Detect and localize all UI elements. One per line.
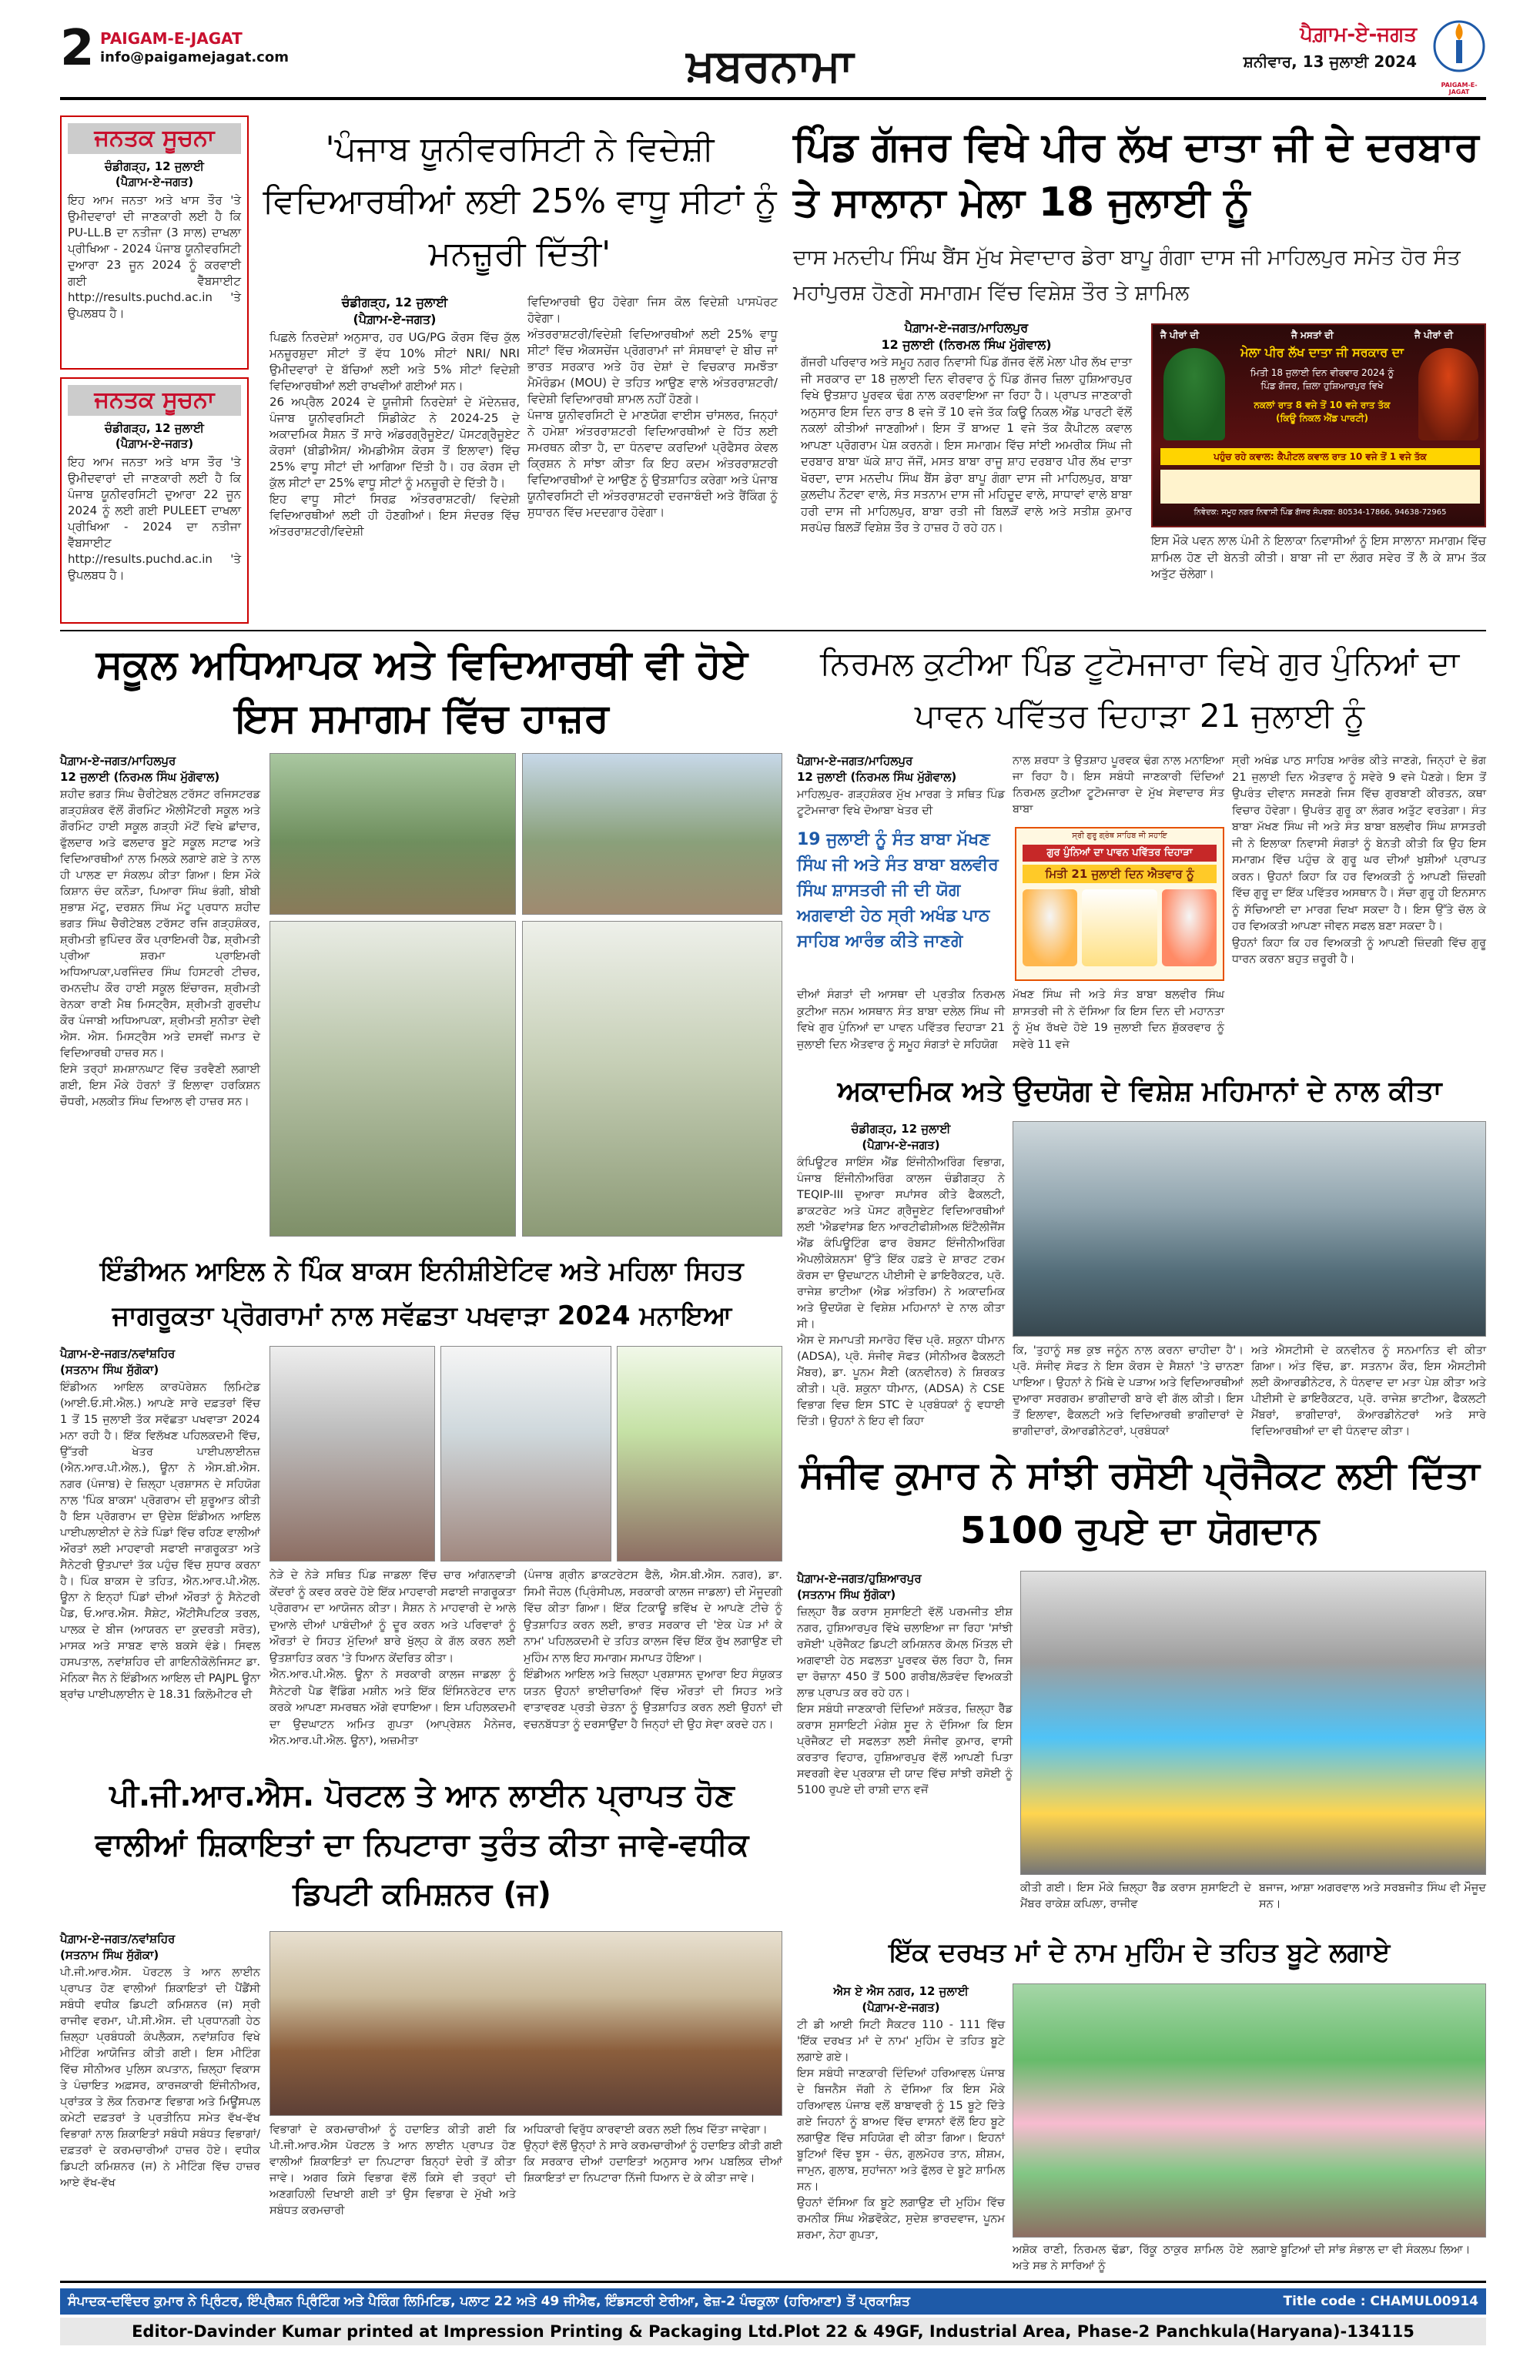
tree-column-2: ਅਸ਼ੋਕ ਰਾਣੀ, ਨਿਰਮਲ ਢੱਡਾ, ਰਿੱਕੂ ਠਾਕੁਰ ਸ਼ਾਮਿਲ ਹੋਏ ਅਤੇ ਸਭ ਨੇ ਸਾਰਿਆਂ ਨੂੰ xyxy=(1013,2244,1247,2272)
notice-byline: ਚੰਡੀਗੜ੍ਹ, 12 ਜੁਲਾਈ (ਪੈਗ਼ਾਮ-ਏ-ਜਗਤ) xyxy=(105,159,204,189)
title-code: Title code : CHAMUL00914 xyxy=(1283,2294,1478,2309)
tree-column-3: ਲਗਾਏ ਬੂਟਿਆਂ ਦੀ ਸਾਂਭ ਸੰਭਾਲ ਦਾ ਵੀ ਸੰਕਲਪ ਲਿਆ। xyxy=(1251,2244,1471,2256)
ioc-column-2: ਨੇੜੇ ਦੇ ਨੇੜੇ ਸਥਿਤ ਪਿੰਡ ਜਾਡਲਾ ਵਿੱਚ ਚਾਰ ਆਂਗਨਵਾੜੀ ਕੇਂਦਰਾਂ ਨੂੰ ਕਵਰ ਕਰਦੇ ਹੋਏ ਇੱਕ ਮਾਹਵਾਰੀ ਸਫਾਈ ਜਾਗਰੂਕਤਾ ਪ੍ਰੋਗਰਾਮ ਦਾ ਆਯੋਜਨ ਕੀਤਾ। ਸੈਸ਼ਨ ਨੇ ਮਾਹਵਾਰੀ ਦੇ ਆਲੇ ਦੁਆਲੇ ਦੀਆਂ ਪਾਬੰਦੀਆਂ ਨੂੰ ਦੂਰ ਕਰਨ ਅਤੇ ਪਰਿਵਾਰਾਂ ਨੂੰ ਔਰਤਾਂ ਦੇ ਸਿਹਤ ਮੁੱਦਿਆਂ ਬਾਰੇ ਖੁੱਲ੍ਹ ਕੇ ਗੱਲ ਕਰਨ ਲਈ ਉਤਸ਼ਾਹਿਤ ਕਰਨ 'ਤੇ ਧਿਆਨ ਕੇਂਦਰਿਤ ਕੀਤਾ। ਐਨ.ਆਰ.ਪੀ.ਐਲ. ਊਨਾ ਨੇ ਸਰਕਾਰੀ ਕਾਲਜ ਜਾਡਲਾ ਨੂੰ ਸੈਨੇਟਰੀ ਪੈਡ ਵੈਂਡਿੰਗ ਮਸ਼ੀਨ ਅਤੇ ਇੱਕ ਇੰਸਿਨਰੇਟਰ ਦਾਨ ਕਰਕੇ ਆਪਣਾ ਸਮਰਥਨ ਅੱਗੇ ਵਧਾਇਆ। ਇਸ ਪਹਿਲਕਦਮੀ ਦਾ ਉਦਘਾਟਨ ਅਮਿਤ ਗੁਪਤਾ (ਆਪ੍ਰੇਸ਼ਨ ਮੈਨੇਜਰ, ਐਨ.ਆਰ.ਪੀ.ਐਲ. ਊਨਾ), ਅਜ਼ਮੀਤਾ xyxy=(270,1569,516,1747)
pgrs-meeting-photo xyxy=(270,1931,782,2116)
torch-icon xyxy=(1432,14,1486,83)
rasoi-column-2: ਕੀਤੀ ਗਈ। ਇਸ ਮੌਕੇ ਜ਼ਿਲ੍ਹਾ ਰੈੱਡ ਕਰਾਸ ਸੁਸਾਇਟੀ ਦੇ ਮੈਂਬਰ ਰਾਕੇਸ਼ ਕਪਿਲਾ, ਰਾਜੀਵ xyxy=(1020,1882,1255,1910)
page-number: 2 xyxy=(60,20,95,77)
kutia-poster xyxy=(1015,827,1224,981)
school-body: ਸ਼ਹੀਦ ਭਗਤ ਸਿੰਘ ਚੈਰੀਟੇਬਲ ਟਰੱਸਟ ਰਜਿਸਟਰਡ ਗੜ੍ਹਸ਼ੰਕਰ ਵੱਲੋਂ ਗੌਰਮਿੰਟ ਐਲੀਮੈਂਟਰੀ ਸਕੂਲ ਅਤੇ ਗੌਰਮਿੰਟ ਹਾਈ ਸਕੂਲ ਗੜ੍ਹੀ ਮੱਟੋਂ ਵਿਖੇ ਛਾਂਦਾਰ, ਫੁੱਲਦਾਰ ਅਤੇ ਫਲਦਾਰ ਬੂਟੇ ਸਕੂਲ ਸਟਾਫ ਅਤੇ ਵਿਦਿਆਰਥੀਆਂ ਨਾਲ ਮਿਲਕੇ ਲਗਾਏ ਗਏ ਤੇ ਨਾਲ ਹੀ ਪਾਲਣ ਦਾ ਸੰਕਲਪ ਕੀਤਾ ਗਿਆ। ਇਸ ਮੌਕੇ ਕਿਸ਼ਾਨ ਚੰਦ ਕਨੌੜਾ, ਪਿਆਰਾ ਸਿੰਘ ਭੰਗੀ, ਬੀਬੀ ਸੁਭਾਸ਼ ਮੱਟੂ, ਦਰਸ਼ਨ ਸਿੰਘ ਮੱਟੂ ਪ੍ਰਧਾਨ ਸ਼ਹੀਦ ਭਗਤ ਸਿੰਘ ਚੈਰੀਟੇਬਲ ਟਰੱਸਟ ਰਜਿ ਗੜ੍ਹਸ਼ੰਕਰ, ਸ਼੍ਰੀਮਤੀ ਭੁਪਿੰਦਰ ਕੌਰ ਪ੍ਰਾਇਮਰੀ ਹੈਡ, ਸ਼੍ਰੀਮਤੀ ਪ੍ਰੀਆ ਸ਼ਰਮਾ ਪ੍ਰਾਇਮਰੀ ਅਧਿਆਪਕਾ,ਪਰਜਿੰਦਰ ਸਿੰਘ ਹਿਸਟਰੀ ਟੀਚਰ, ਰਮਨਦੀਪ ਕੌਰ ਹਾਈ ਸਕੂਲ ਇੰਚਾਰਜ, ਸ਼੍ਰੀਮਤੀ ਰੇਨਕਾ ਰਾਣੀ ਮੈਥ ਮਿਸਟ੍ਰੈਸ, ਸ਼੍ਰੀਮਤੀ ਗੁਰਦੀਪ ਕੌਰ ਪੰਜਾਬੀ ਅਧਿਆਪਕਾ, ਸ਼੍ਰੀਮਤੀ ਸੁਨੀਤਾ ਦੇਵੀ ਐਸ. ਐਸ. ਮਿਸਟ੍ਰੈਸ ਅਤੇ ਦਸਵੀਂ ਜਮਾਤ ਦੇ ਵਿਦਿਆਰਥੀ ਹਾਜ਼ਰ ਸਨ। ਇਸੇ ਤਰ੍ਹਾਂ ਸ਼ਮਸ਼ਾਨਘਾਟ ਵਿੱਚ ਤਰਵੈਣੀ ਲਗਾਈ ਗਈ, ਇਸ ਮੌਕੇ ਹੋਰਨਾਂ ਤੋਂ ਇਲਾਵਾ ਹਰਕਿਸ਼ਨ ਚੌਧਰੀ, ਮਲਕੀਤ ਸਿੰਘ ਦਿਆਲ ਵੀ ਹਾਜ਼ਰ ਸਨ। xyxy=(60,788,260,1108)
ioc-photo-1 xyxy=(270,1346,435,1562)
torch-logo xyxy=(1432,14,1486,95)
pu-headline: 'ਪੰਜਾਬ ਯੂਨੀਵਰਸਿਟੀ ਨੇ ਵਿਦੇਸ਼ੀ ਵਿਦਿਆਰਥੀਆਂ ਲਈ 25% ਵਾਧੂ ਸੀਟਾਂ ਨੂੰ ਮਨਜ਼ੂਰੀ ਦਿੱਤੀ' xyxy=(263,129,777,273)
notice-body: ਇਹ ਆਮ ਜਨਤਾ ਅਤੇ ਖਾਸ ਤੌਰ 'ਤੇ ਉਮੀਦਵਾਰਾਂ ਦੀ ਜਾਣਕਾਰੀ ਲਈ ਹੈ ਕਿ PU-LL.B ਦਾ ਨਤੀਜਾ (3 ਸਾਲ) ਦਾਖਲਾ ਪ੍ਰੀਖਿਆ - 2024 ਪੰਜਾਬ ਯੂਨੀਵਰਸਿਟੀ ਦੁਆਰਾ 23 ਜੂਨ 2024 ਨੂੰ ਕਰਵਾਈ ਗਈ ਵੈੱਬਸਾਈਟ http://results.puchd.ac.in 'ਤੇ ਉਪਲਬਧ ਹੈ। xyxy=(68,193,245,320)
fair-subhead: ਦਾਸ ਮਨਦੀਪ ਸਿੰਘ ਬੈਂਸ ਮੁੱਖ ਸੇਵਾਦਾਰ ਡੇਰਾ ਬਾਪੂ ਗੰਗਾ ਦਾਸ ਜੀ ਮਾਹਿਲਪੁਰ ਸਮੇਤ ਹੋਰ ਸੰਤ ਮਹਾਂਪੁਰਸ਼ ਹੋਣਗੇ ਸਮਾਗਮ ਵਿੱਚ ਵਿਸ਼ੇਸ਼ ਤੌਰ ਤੇ ਸ਼ਾਮਿਲ xyxy=(793,246,1461,305)
footer-rule xyxy=(60,2281,1486,2283)
poster-guest-strip xyxy=(1160,470,1480,504)
saint-figure-left xyxy=(1163,348,1225,440)
email: info@paigamejagat.com xyxy=(100,49,289,65)
academic-headline: ਅਕਾਦਮਿਕ ਅਤੇ ਉਦਯੋਗ ਦੇ ਵਿਸ਼ੇਸ਼ ਮਹਿਮਾਨਾਂ ਦੇ ਨਾਲ ਕੀਤਾ xyxy=(837,1076,1442,1107)
public-notice-1 xyxy=(60,115,249,370)
school-headline: ਸਕੂਲ ਅਧਿਆਪਕ ਅਤੇ ਵਿਦਿਆਰਥੀ ਵੀ ਹੋਏ ਇਸ ਸਮਾਗਮ ਵਿੱਚ ਹਾਜ਼ਰ xyxy=(95,641,748,741)
school-byline: ਪੈਗ਼ਾਮ-ਏ-ਜਗਤ/ਮਾਹਿਲਪੁਰ 12 ਜੁਲਾਈ (ਨਿਰਮਲ ਸਿੰਘ ਮੁੱਗੋਵਾਲ) xyxy=(60,754,220,784)
fair-poster xyxy=(1151,323,1486,527)
rasoi-column-3: ਬਜਾਜ, ਆਸ਼ਾ ਅਗਰਵਾਲ ਅਤੇ ਸਰਬਜੀਤ ਸਿੰਘ ਵੀ ਮੌਜੂਦ ਸਨ। xyxy=(1259,1882,1490,1910)
school-photo-2 xyxy=(522,753,782,915)
imprint-line-2: Editor-Davinder Kumar printed at Impression Printing & Packaging Ltd.Plot 22 & 49GF, Industrial Area, Phase-2 Panchkula(Haryana)-134115 xyxy=(60,2318,1486,2345)
academic-group-photo xyxy=(1013,1121,1486,1337)
date: ਸ਼ਨੀਵਾਰ, 13 ਜੁਲਾਈ 2024 xyxy=(1243,52,1417,71)
poster-qawwal: ਪਹੁੰਚ ਰਹੇ ਕਵਾਲ: ਕੈਪੀਟਲ ਕਵਾਲ ਰਾਤ 10 ਵਜੇ ਤੋਂ 1 ਵਜੇ ਤੱਕ xyxy=(1160,448,1480,465)
academic-column-1: ਕੰਪਿਊਟਰ ਸਾਇੰਸ ਐਂਡ ਇੰਜੀਨੀਅਰਿੰਗ ਵਿਭਾਗ, ਪੰਜਾਬ ਇੰਜੀਨੀਅਰਿੰਗ ਕਾਲਜ ਚੰਡੀਗੜ੍ਹ ਨੇ TEQIP-III ਦੁਆਰਾ ਸਪਾਂਸਰ ਕੀਤੇ ਫੈਕਲਟੀ, ਡਾਕਟਰੇਟ ਅਤੇ ਪੋਸਟ ਗ੍ਰੈਜੂਏਟ ਵਿਦਿਆਰਥੀਆਂ ਲਈ 'ਐਡਵਾਂਸਡ ਇਨ ਆਰਟੀਫੀਸ਼ੀਅਲ ਇੰਟੈਲੀਜੈਂਸ ਐਂਡ ਕੰਪਿਊਟਿੰਗ ਫਾਰ ਰੋਬਸਟ ਇੰਜੀਨੀਅਰਿੰਗ ਐਪਲੀਕੇਸ਼ਨਸ' ਉੱਤੇ ਇੱਕ ਹਫ਼ਤੇ ਦੇ ਸ਼ਾਰਟ ਟਰਮ ਕੋਰਸ ਦਾ ਉਦਘਾਟਨ ਪੀਈਸੀ ਦੇ ਡਾਇਰੈਕਟਰ, ਪ੍ਰੋ. ਰਾਜੇਸ਼ ਭਾਟੀਆ (ਐਡ ਅੰਤਰਿਮ) ਨੇ ਅਕਾਦਮਿਕ ਅਤੇ ਉਦਯੋਗ ਦੇ ਵਿਸ਼ੇਸ਼ ਮਹਿਮਾਨਾਂ ਦੇ ਨਾਲ ਕੀਤਾ ਸੀ। ਐਸ ਦੇ ਸਮਾਪਤੀ ਸਮਾਰੋਹ ਵਿੱਚ ਪ੍ਰੋ. ਸ਼ਕੁਨਾ ਧੀਮਾਨ (ADSA), ਪ੍ਰੋ. ਸੰਜੀਵ ਸੋਫਤ (ਸੀਨੀਅਰ ਫੈਕਲਟੀ ਮੈਂਬਰ), ਡਾ. ਪੂਨਮ ਸੈਣੀ (ਕਨਵੀਨਰ) ਨੇ ਸ਼ਿਰਕਤ ਕੀਤੀ। ਪ੍ਰੋ. ਸ਼ਕੁਨਾ ਧੀਮਾਨ, (ADSA) ਨੇ CSE ਵਿਭਾਗ ਵਿਚ ਇਸ STC ਦੇ ਪ੍ਰਬੰਧਕਾਂ ਨੂੰ ਵਧਾਈ ਦਿੱਤੀ। ਉਹਨਾਂ ਨੇ ਇਹ ਵੀ ਕਿਹਾ xyxy=(797,1157,1005,1428)
ioc-byline: ਪੈਗ਼ਾਮ-ਏ-ਜਗਤ/ਨਵਾਂਸ਼ਹਿਰ (ਸਤਨਾਮ ਸਿੰਘ ਸੁੱਗੋਕਾ) xyxy=(60,1347,176,1377)
public-notice-2 xyxy=(60,377,249,624)
pu-byline: ਚੰਡੀਗੜ੍ਹ, 12 ਜੁਲਾਈ (ਪੈਗ਼ਾਮ-ਏ-ਜਗਤ) xyxy=(341,295,448,326)
fair-byline: ਪੈਗ਼ਾਮ-ਏ-ਜਗਤ/ਮਾਹਿਲਪੁਰ 12 ਜੁਲਾਈ (ਨਿਰਮਲ ਸਿੰਘ ਮੁੱਗੋਵਾਲ) xyxy=(881,320,1052,352)
poster-date: ਮਿਤੀ 21 ਜੁਲਾਈ ਦਿਨ ਐਤਵਾਰ ਨੂੰ xyxy=(1023,865,1217,883)
saint-figure-right xyxy=(1418,348,1478,440)
poster-top-left: ਜੈ ਪੀਰਾਂ ਦੀ xyxy=(1160,330,1199,340)
tree-group-photo xyxy=(1013,1983,1486,2238)
poster-saint-photos xyxy=(1023,889,1217,966)
academic-column-3: ਅਤੇ ਐਸਟੀਸੀ ਦੇ ਕਨਵੀਨਰ ਨੂੰ ਸਨਮਾਨਿਤ ਵੀ ਕੀਤਾ ਗਿਆ। ਅੰਤ ਵਿੱਚ, ਡਾ. ਸਤਨਾਮ ਕੌਰ, ਇਸ ਐਸਟੀਸੀ ਲਈ ਕੋਆਰਡੀਨੇਟਰ, ਨੇ ਧੰਨਵਾਦ ਦਾ ਮਤਾ ਪੇਸ਼ ਕੀਤਾ ਅਤੇ ਪੀਈਸੀ ਦੇ ਡਾਇਰੈਕਟਰ, ਪ੍ਰੋ. ਰਾਜੇਸ਼ ਭਾਟੀਆ, ਫੈਕਲਟੀ ਮੈਂਬਰਾਂ, ਭਾਗੀਦਾਰਾਂ, ਕੋਆਰਡੀਨੇਟਰਾਂ ਅਤੇ ਸਾਰੇ ਵਿਦਿਆਰਥੀਆਂ ਦਾ ਵੀ ਧੰਨਵਾਦ ਕੀਤਾ। xyxy=(1251,1344,1490,1438)
poster-date: ਮਿਤੀ 18 ਜੁਲਾਈ ਦਿਨ ਵੀਰਵਾਰ 2024 ਨੂੰ ਪਿੰਡ ਗੱਜਰ, ਜ਼ਿਲਾ ਹੁਸ਼ਿਆਰਪੁਰ ਵਿਖੇ xyxy=(1250,367,1394,391)
notice-title: ਜਨਤਕ ਸੂਚਨਾ xyxy=(68,123,241,154)
school-photo-4 xyxy=(522,921,782,1237)
kutia-byline: ਪੈਗ਼ਾਮ-ਏ-ਜਗਤ/ਮਾਹਿਲਪੁਰ 12 ਜੁਲਾਈ (ਨਿਰਮਲ ਸਿੰਘ ਮੁੱਗੋਵਾਲ) xyxy=(797,754,957,784)
academic-byline: ਚੰਡੀਗੜ੍ਹ, 12 ਜੁਲਾਈ (ਪੈਗ਼ਾਮ-ਏ-ਜਗਤ) xyxy=(851,1122,951,1152)
ioc-headline: ਇੰਡੀਅਨ ਆਇਲ ਨੇ ਪਿੰਕ ਬਾਕਸ ਇਨੀਸ਼ੀਏਟਿਵ ਅਤੇ ਮਹਿਲਾ ਸਿਹਤ ਜਾਗਰੂਕਤਾ ਪ੍ਰੋਗਰਾਮਾਂ ਨਾਲ ਸਵੱਛਤਾ ਪਖਵਾੜਾ 2024 ਮਨਾਇਆ xyxy=(100,1256,744,1331)
poster-header: ਸ੍ਰੀ ਗੁਰੂ ਗ੍ਰੰਥ ਸਾਹਿਬ ਜੀ ਸਹਾਇ xyxy=(1072,832,1167,840)
kutia-column-1: ਮਾਹਿਲਪੁਰ- ਗੜ੍ਹਸ਼ੰਕਰ ਮੁੱਖ ਮਾਰਗ ਤੇ ਸਥਿਤ ਪਿੰਡ ਟੂਟੋਮਜਾਰਾ ਵਿਖੇ ਦੋਆਬਾ ਖੇਤਰ ਦੀ xyxy=(797,788,1009,817)
poster-title: ਗੁਰ ਪੁੰਨਿਆਂ ਦਾ ਪਾਵਨ ਪਵਿੱਤਰ ਦਿਹਾੜਾ xyxy=(1023,845,1217,862)
poster-footer: ਨਿਵੇਦਕ: ਸਮੂਹ ਨਗਰ ਨਿਵਾਸੀ ਪਿੰਡ ਗੱਜਰ ਸੰਪਰਕ: 80534-17866, 94638-72965 xyxy=(1194,508,1447,517)
saint-photo xyxy=(1023,889,1077,966)
school-photo-3 xyxy=(270,921,516,1237)
notice-byline: ਚੰਡੀਗੜ੍ਹ, 12 ਜੁਲਾਈ (ਪੈਗ਼ਾਮ-ਏ-ਜਗਤ) xyxy=(105,421,204,450)
notice-title: ਜਨਤਕ ਸੂਚਨਾ xyxy=(68,385,241,416)
poster-title: ਮੇਲਾ ਪੀਰ ਲੱਖ ਦਾਤਾ ਜੀ ਸਰਕਾਰ ਦਾ xyxy=(1240,345,1404,360)
tree-column-1: ਟੀ ਡੀ ਆਈ ਸਿਟੀ ਸੈਕਟਰ 110 - 111 ਵਿੱਚ 'ਇੱਕ ਦਰਖਤ ਮਾਂ ਦੇ ਨਾਮ' ਮੁਹਿੰਮ ਦੇ ਤਹਿਤ ਬੂਟੇ ਲਗਾਏ ਗਏ। ਇਸ ਸਬੰਧੀ ਜਾਣਕਾਰੀ ਦਿੰਦਿਆਂ ਹਰਿਆਵਲ ਪੰਜਾਬ ਦੇ ਬਿਜਨੈਸ ਜੱਗੀ ਨੇ ਦੱਸਿਆ ਕਿ ਇਸ ਮੌਕੇ ਹਰਿਆਵਲ ਪੰਜਾਬ ਵਲੋਂ ਬਾਬਾਵਰੀ ਨੂੰ 15 ਬੂਟੇ ਦਿੱਤੇ ਗਏ ਜਿਹਨਾਂ ਨੂੰ ਬਾਅਦ ਵਿੱਚ ਵਾਸਨਾਂ ਵੱਲੋਂ ਇਹ ਬੂਟੇ ਲਗਾਉਣ ਵਿੱਚ ਸਹਿਯੋਗ ਵੀ ਕੀਤਾ ਗਿਆ। ਇਹਨਾਂ ਬੂਟਿਆਂ ਵਿੱਚ ਝੂਸ - ਚੰਨ, ਗੁਲਮੋਹਰ ਤਾਨ, ਸ਼ੀਸ਼ਮ, ਜਾਮੁਨ, ਗੁਲਾਬ, ਸੁਹਾਂਜਨਾ ਅਤੇ ਫੁੱਲਰ ਦੇ ਬੂਟੇ ਸ਼ਾਮਿਲ ਸਨ। ਉਹਨਾਂ ਦੱਸਿਆ ਕਿ ਬੂਟੇ ਲਗਾਉਣ ਦੀ ਮੁਹਿੰਮ ਵਿੱਚ ਰਮਨੀਕ ਸਿੰਘ ਐਡਵੋਕੇਟ, ਸੁਦੇਸ਼ ਭਾਰਦਵਾਜ, ਪੂਨਮ ਸ਼ਰਮਾ, ਨੇਹਾ ਗੁਪਤਾ, xyxy=(797,2019,1005,2241)
poster-top-mid: ਜੈ ਮਸਤਾਂ ਦੀ xyxy=(1291,330,1334,340)
pu-column-1: ਪਿਛਲੇ ਨਿਰਦੇਸ਼ਾਂ ਅਨੁਸਾਰ, ਹਰ UG/PG ਕੋਰਸ ਵਿੱਚ ਕੁੱਲ ਮਨਜ਼ੂਰਸ਼ੁਦਾ ਸੀਟਾਂ ਤੋਂ ਵੱਧ 10% ਸੀਟਾਂ NRI/ NRI ਉਮੀਦਵਾਰਾਂ ਦੇ ਬੱਚਿਆਂ ਲਈ ਅਤੇ 5% ਸੀਟਾਂ ਵਿਦੇਸ਼ੀ ਵਿਦਿਆਰਥੀਆਂ ਲਈ ਰਾਖਵੀਆਂ ਗਈਆਂ ਸਨ। 26 ਅਪ੍ਰੈਲ 2024 ਦੇ ਯੂਜੀਸੀ ਨਿਰਦੇਸ਼ਾਂ ਦੇ ਮੱਦੇਨਜ਼ਰ, ਪੰਜਾਬ ਯੂਨੀਵਰਸਿਟੀ ਸਿੰਡੀਕੇਟ ਨੇ 2024-25 ਦੇ ਅਕਾਦਮਿਕ ਸੈਸ਼ਨ ਤੋਂ ਸਾਰੇ ਅੰਡਰਗ੍ਰੈਜੂਏਟ/ ਪੋਸਟਗ੍ਰੈਜੂਏਟ ਕੋਰਸਾਂ (ਬੀਡੀਐਸ/ ਐਮਡੀਐਸ ਕੋਰਸ ਤੋਂ ਇਲਾਵਾ) ਵਿੱਚ 25% ਵਾਧੂ ਸੀਟਾਂ ਦੀ ਆਗਿਆ ਦਿੱਤੀ ਹੈ। ਹਰ ਕੋਰਸ ਦੀ ਕੁੱਲ ਸੀਟਾਂ ਦਾ 25% ਵਾਧੂ ਸੀਟਾਂ ਨੂੰ ਮਨਜ਼ੂਰੀ ਦੇ ਦਿੱਤੀ ਹੈ। ਇਹ ਵਾਧੂ ਸੀਟਾਂ ਸਿਰਫ਼ ਅੰਤਰਰਾਸ਼ਟਰੀ/ ਵਿਦੇਸ਼ੀ ਵਿਦਿਆਰਥੀਆਂ ਲਈ ਹੀ ਹੋਣਗੀਆਂ। ਇਸ ਸੰਦਰਭ ਵਿੱਚ ਅੰਤਰਰਾਸ਼ਟਰੀ/ਵਿਦੇਸ਼ੀ xyxy=(270,330,520,538)
paper-name: PAIGAM-E-JAGAT xyxy=(100,29,243,48)
fair-column-1: ਗੱਜਰੀ ਪਰਿਵਾਰ ਅਤੇ ਸਮੂਹ ਨਗਰ ਨਿਵਾਸੀ ਪਿੰਡ ਗੱਜਰ ਵੱਲੋਂ ਮੇਲਾ ਪੀਰ ਲੱਖ ਦਾਤਾ ਜੀ ਸਰਕਾਰ ਦਾ 18 ਜੁਲਾਈ ਦਿਨ ਵੀਰਵਾਰ ਨੂੰ ਪਿੰਡ ਗੱਜਰ ਜ਼ਿਲਾ ਹੁਸ਼ਿਆਰਪੁਰ ਵਿਖੇ ਉਤਸ਼ਾਹ ਪੂਰਵਕ ਢੰਗ ਨਾਲ ਕਰਵਾਇਆ ਜਾ ਰਿਹਾ ਹੈ। ਪ੍ਰਾਪਤ ਜਾਣਕਾਰੀ ਅਨੁਸਾਰ ਇਸ ਦਿਨ ਰਾਤ 8 ਵਜੇ ਤੋਂ 10 ਵਜੇ ਤੱਕ ਕਿਊ ਨਿਕਲ ਐਂਡ ਪਾਰਟੀ ਵੱਲੋਂ ਨਕਲਾਂ ਕੀਤੀਆਂ ਜਾਣਗੀਆਂ। ਇਸ ਤੋਂ ਬਾਅਦ 1 ਵਜੇ ਤੱਕ ਕੈਪੀਟਲ ਕਵਾਲ ਆਪਣਾ ਪ੍ਰੋਗਰਾਮ ਪੇਸ਼ ਕਰਨਗੇ। ਇਸ ਸਮਾਗਮ ਵਿੱਚ ਸਾਂਈ ਅਮਰੀਕ ਸਿੰਘ ਜੀ ਦਰਬਾਰ ਬਾਬਾ ਘੱਕੇ ਸ਼ਾਹ ਜੱਜੋਂ, ਮਸਤ ਬਾਬਾ ਰਾਜੂ ਸ਼ਾਹ ਦਰਬਾਰ ਪੀਰ ਲੱਖ ਦਾਤਾ ਖੋਰਦਾ, ਦਾਸ ਮਨਦੀਪ ਸਿੰਘ ਬੈਂਸ ਡੇਰਾ ਬਾਪੂ ਗੰਗਾ ਦਾਸ ਜੀ ਮਾਹਿਲਪੁਰ, ਬਾਬਾ ਕੁਲਦੀਪ ਨੌਟਵਾ ਵਾਲੇ, ਸੰਤ ਸਤਨਾਮ ਦਾਸ ਜੀ ਮਹਿਦੂਦ ਵਾਲੇ, ਸਾਧਾਵਾਂ ਵਾਲੇ ਬਾਬਾ ਹਰੀ ਦਾਸ ਜੀ ਮਾਹਿਲਪੁਰ, ਬਾਬਾ ਰਤੀ ਜੀ ਬਿਲੜੋਂ ਵਾਲੇ ਅਤੇ ਸਤੀਸ਼ ਕੁਮਾਰ ਸਰਪੰਚ ਬਿਲੜੋਂ ਵਿਸ਼ੇਸ਼ ਤੌਰ ਤੇ ਹਾਜ਼ਰ ਹੋ ਰਹੇ ਹਨ। xyxy=(801,355,1136,534)
notice-body: ਇਹ ਆਮ ਜਨਤਾ ਅਤੇ ਖਾਸ ਤੌਰ 'ਤੇ ਉਮੀਦਵਾਰਾਂ ਦੀ ਜਾਣਕਾਰੀ ਲਈ ਹੈ ਕਿ ਪੰਜਾਬ ਯੂਨੀਵਰਸਿਟੀ ਦੁਆਰਾ 22 ਜੂਨ 2024 ਨੂੰ ਲਈ ਗਈ PULEET ਦਾਖਲਾ ਪ੍ਰੀਖਿਆ - 2024 ਦਾ ਨਤੀਜਾ ਵੈੱਬਸਾਈਟ http://results.puchd.ac.in 'ਤੇ ਉਪਲਬਧ ਹੈ। xyxy=(68,455,245,582)
fair-column-2: ਇਸ ਮੌਕੇ ਪਵਨ ਲਾਲ ਪੰਮੀ ਨੇ ਇਲਾਕਾ ਨਿਵਾਸੀਆਂ ਨੂੰ ਇਸ ਸਾਲਾਨਾ ਸਮਾਗਮ ਵਿੱਚ ਸ਼ਾਮਿਲ ਹੋਣ ਦੀ ਬੇਨਤੀ ਕੀਤੀ। ਬਾਬਾ ਜੀ ਦਾ ਲੰਗਰ ਸਵੇਰ ਤੋਂ ਲੈ ਕੇ ਸ਼ਾਮ ਤੱਕ ਅਤੁੱਟ ਚੱਲੇਗਾ। xyxy=(1151,534,1490,581)
rasoi-headline: ਸੰਜੀਵ ਕੁਮਾਰ ਨੇ ਸਾਂਝੀ ਰਸੋਈ ਪ੍ਰੋਜੈਕਟ ਲਈ ਦਿੱਤਾ 5100 ਰੁਪਏ ਦਾ ਯੋਗਦਾਨ xyxy=(799,1454,1480,1552)
saint-photo xyxy=(1162,889,1217,966)
pu-column-2: ਵਿਦਿਆਰਥੀ ਉਹ ਹੋਵੇਗਾ ਜਿਸ ਕੋਲ ਵਿਦੇਸ਼ੀ ਪਾਸਪੋਰਟ ਹੋਵੇਗਾ। ਅੰਤਰਰਾਸ਼ਟਰੀ/ਵਿਦੇਸ਼ੀ ਵਿਦਿਆਰਥੀਆਂ ਲਈ 25% ਵਾਧੂ ਸੀਟਾਂ ਵਿੱਚ ਐਕਸਚੇਂਜ ਪ੍ਰੋਗਰਾਮਾਂ ਜਾਂ ਸੰਸਥਾਵਾਂ ਦੇ ਬੀਚ ਜਾਂ ਭਾਰਤ ਸਰਕਾਰ ਅਤੇ ਹੋਰ ਦੇਸ਼ਾਂ ਦੇ ਵਿਚਕਾਰ ਸਮਝੌਤਾ ਮੈਮੋਰੰਡਮ (MOU) ਦੇ ਤਹਿਤ ਆਉਣ ਵਾਲੇ ਅੰਤਰਰਾਸ਼ਟਰੀ/ਵਿਦੇਸ਼ੀ ਵਿਦਿਆਰਥੀ ਸ਼ਾਮਲ ਨਹੀਂ ਹੋਣਗੇ। ਪੰਜਾਬ ਯੂਨੀਵਰਸਿਟੀ ਦੇ ਮਾਣਯੋਗ ਵਾਈਸ ਚਾਂਸਲਰ, ਜਿਨ੍ਹਾਂ ਨੇ ਹਮੇਸ਼ਾ ਅੰਤਰਰਾਸ਼ਟਰੀ ਵਿਦਿਆਰਥੀਆਂ ਦੇ ਹਿੱਤ ਲਈ ਸਮਰਥਨ ਕੀਤਾ ਹੈ, ਦਾ ਧੰਨਵਾਦ ਕਰਦਿਆਂ ਪ੍ਰੋਫੈਸਰ ਕੇਵਲ ਕ੍ਰਿਸ਼ਨ ਨੇ ਸਾਂਝਾ ਕੀਤਾ ਕਿ ਇਹ ਕਦਮ ਅੰਤਰਰਾਸ਼ਟਰੀ ਵਿਦਿਆਰਥੀਆਂ ਦੇ ਆਉਣ ਨੂੰ ਉਤਸ਼ਾਹਿਤ ਕਰੇਗਾ ਅਤੇ ਪੰਜਾਬ ਯੂਨੀਵਰਸਿਟੀ ਦੀ ਅੰਤਰਰਾਸ਼ਟਰੀ ਦਰਜਾਬੰਦੀ ਅਤੇ ਰੈਂਕਿੰਗ ਨੂੰ ਸੁਧਾਰਨ ਵਿੱਚ ਮਦਦਗਾਰ ਹੋਵੇਗਾ। xyxy=(527,295,778,519)
kutia-column-1b: ਦੀਆਂ ਸੰਗਤਾਂ ਦੀ ਆਸਥਾ ਦੀ ਪ੍ਰਤੀਕ ਨਿਰਮਲ ਕੁਟੀਆ ਜਨਮ ਅਸਥਾਨ ਸੰਤ ਬਾਬਾ ਦਲੇਲ ਸਿੰਘ ਜੀ ਵਿਖੇ ਗੁਰ ਪੁੰਨਿਆਂ ਦਾ ਪਾਵਨ ਪਵਿੱਤਰ ਦਿਹਾੜਾ 21 ਜੁਲਾਈ ਦਿਨ ਐਤਵਾਰ ਨੂੰ ਸਮੂਹ ਸੰਗਤਾਂ ਦੇ ਸਹਿਯੋਗ xyxy=(797,989,1009,1051)
academic-column-2: ਕਿ, 'ਤੁਹਾਨੂੰ ਸਭ ਕੁਝ ਜਨੂੰਨ ਨਾਲ ਕਰਨਾ ਚਾਹੀਦਾ ਹੈ'। ਪ੍ਰੋ. ਸੰਜੀਵ ਸੋਫਤ ਨੇ ਇਸ ਕੋਰਸ ਦੇ ਸੈਸ਼ਨਾਂ 'ਤੇ ਚਾਨਣਾ ਪਾਇਆ। ਉਹਨਾਂ ਨੇ ਮਿੱਥੇ ਦੇ ਪੜਾਅ ਅਤੇ ਵਿਦਿਆਰਥੀਆਂ ਦੁਆਰਾ ਸਰਗਰਮ ਭਾਗੀਦਾਰੀ ਬਾਰੇ ਵੀ ਗੱਲ ਕੀਤੀ। ਇਸ ਤੋਂ ਇਲਾਵਾ, ਫੈਕਲਟੀ ਅਤੇ ਵਿਦਿਆਰਥੀ ਭਾਗੀਦਾਰਾਂ ਦੇ ਭਾਗੀਦਾਰਾਂ, ਕੋਆਰਡੀਨੇਟਰਾਂ, ਪ੍ਰਬੰਧਕਾਂ xyxy=(1013,1344,1247,1438)
masthead xyxy=(0,0,1540,115)
pgrs-headline: ਪੀ.ਜੀ.ਆਰ.ਐਸ. ਪੋਰਟਲ ਤੇ ਆਨ ਲਾਈਨ ਪ੍ਰਾਪਤ ਹੋਣ ਵਾਲੀਆਂ ਸ਼ਿਕਾਇਤਾਂ ਦਾ ਨਿਪਟਾਰਾ ਤੁਰੰਤ ਕੀਤਾ ਜਾਵੇ-ਵਧੀਕ ਡਿਪਟੀ ਕਮਿਸ਼ਨਰ (ਜ) xyxy=(95,1778,749,1912)
tree-headline: ਇੱਕ ਦਰਖਤ ਮਾਂ ਦੇ ਨਾਮ ਮੁਹਿੰਮ ਦੇ ਤਹਿਤ ਬੂਟੇ ਲਗਾਏ xyxy=(889,1937,1391,1968)
ioc-photo-3 xyxy=(617,1346,782,1562)
logo-caption: PAIGAM-E-JAGAT xyxy=(1441,82,1478,95)
ioc-column-1: ਇੰਡੀਅਨ ਆਇਲ ਕਾਰਪੋਰੇਸ਼ਨ ਲਿਮਿਟੇਡ (ਆਈ.ਓ.ਸੀ.ਐਲ.) ਆਪਣੇ ਸਾਰੇ ਦਫ਼ਤਰਾਂ ਵਿੱਚ 1 ਤੋਂ 15 ਜੁਲਾਈ ਤੱਕ ਸਵੱਛਤਾ ਪਖਵਾੜਾ 2024 ਮਨਾ ਰਹੀ ਹੈ। ਇੱਕ ਵਿਲੱਖਣ ਪਹਿਲਕਦਮੀ ਵਿੱਚ, ਉੱਤਰੀ ਖੇਤਰ ਪਾਈਪਲਾਈਨਜ਼ (ਐਨ.ਆਰ.ਪੀ.ਐਲ.), ਊਨਾ ਨੇ ਐਸ.ਬੀ.ਐਸ. ਨਗਰ (ਪੰਜਾਬ) ਦੇ ਜ਼ਿਲ੍ਹਾ ਪ੍ਰਸ਼ਾਸਨ ਦੇ ਸਹਿਯੋਗ ਨਾਲ 'ਪਿੰਕ ਬਾਕਸ' ਪ੍ਰੋਗਰਾਮ ਦੀ ਸ਼ੁਰੂਆਤ ਕੀਤੀ ਹੈ ਇਸ ਪ੍ਰੋਗਰਾਮ ਦਾ ਉਦੇਸ਼ ਇੰਡੀਅਨ ਆਇਲ ਪਾਈਪਲਾਈਨਾਂ ਦੇ ਨੇੜੇ ਪਿੰਡਾਂ ਵਿੱਚ ਰਹਿਣ ਵਾਲੀਆਂ ਔਰਤਾਂ ਲਈ ਮਾਹਵਾਰੀ ਸਫਾਈ ਜਾਗਰੂਕਤਾ ਅਤੇ ਸੈਨੇਟਰੀ ਉਤਪਾਦਾਂ ਤੱਕ ਪਹੁੰਚ ਵਿੱਚ ਸੁਧਾਰ ਕਰਨਾ ਹੈ। ਪਿੰਕ ਬਾਕਸ ਦੇ ਤਹਿਤ, ਐਨ.ਆਰ.ਪੀ.ਐਲ. ਊਨਾ ਨੇ ਇਨ੍ਹਾਂ ਪਿੰਡਾਂ ਦੀਆਂ ਔਰਤਾਂ ਨੂੰ ਸੈਨੇਟਰੀ ਪੈਡ, ਓ.ਆਰ.ਐਸ. ਸੈਸ਼ੇਟ, ਐਂਟੀਸੈਪਟਿਕ ਤਰਲ, ਪਾਲਕ ਦੇ ਬੀਜ (ਆਯਰਨ ਦਾ ਕੁਦਰਤੀ ਸਰੋਤ), ਮਾਸਕ ਅਤੇ ਸਾਬਣ ਵਾਲੇ ਬਕਸੇ ਵੰਡੇ। ਸਿਵਲ ਹਸਪਤਾਲ, ਨਵਾਂਸ਼ਹਿਰ ਦੀ ਗਾਇਨੀਕੋਲੋਜਿਸਟ ਡਾ. ਮੋਨਿਕਾ ਜੈਨ ਨੇ ਇੰਡੀਅਨ ਆਇਲ ਦੀ PAJPL ਊਨਾ ਬ੍ਰਾਂਚ ਪਾਈਪਲਾਈਨ ਦੇ 18.31 ਕਿਲੋਮੀਟਰ ਦੀ xyxy=(60,1381,264,1701)
poster-naqlan: ਨਕਲਾਂ ਰਾਤ 8 ਵਜੇ ਤੋਂ 10 ਵਜੇ ਰਾਤ ਤੱਕ (ਕਿਊ ਨਿਕਲ ਐਂਡ ਪਾਰਟੀ) xyxy=(1254,400,1391,423)
divider xyxy=(60,630,1486,631)
poster-top-right: ਜੈ ਪੀਰਾਂ ਦੀ xyxy=(1414,330,1453,340)
kutia-column-2b: ਮੱਖਣ ਸਿੰਘ ਜੀ ਅਤੇ ਸੰਤ ਬਾਬਾ ਬਲਵੀਰ ਸਿੰਘ ਸ਼ਾਸਤਰੀ ਜੀ ਨੇ ਦੱਸਿਆ ਕਿ ਇਸ ਦਿਨ ਦੀ ਮਹਾਨਤਾ ਨੂੰ ਮੁੱਖ ਰੱਖਦੇ ਹੋਏ 19 ਜੁਲਾਈ ਦਿਨ ਸ਼ੁੱਕਰਵਾਰ ਨੂੰ ਸਵੇਰੇ 11 ਵਜੇ xyxy=(1013,989,1228,1051)
ioc-photo-2 xyxy=(440,1346,611,1562)
imprint-punjabi: ਸੰਪਾਦਕ-ਦਵਿੰਦਰ ਕੁਮਾਰ ਨੇ ਪ੍ਰਿੰਟਰ, ਇੰਪ੍ਰੈਸ਼ਨ ਪ੍ਰਿੰਟਿੰਗ ਅਤੇ ਪੈਕਿੰਗ ਲਿਮਿਟਿਡ, ਪਲਾਟ 22 ਅਤੇ 49 ਜੀਐਫ, ਇੰਡਸਟਰੀ ਏਰੀਆ, ਫੇਜ਼-2 ਪੰਚਕੂਲਾ (ਹਰਿਆਣਾ) ਤੋਂ ਪ੍ਰਕਾਸ਼ਿਤ xyxy=(68,2294,910,2309)
rasoi-photo xyxy=(1020,1571,1486,1875)
brand-right: ਪੈਗ਼ਾਮ-ਏ-ਜਗਤ xyxy=(1300,23,1417,46)
tree-byline: ਐਸ ਏ ਐਸ ਨਗਰ, 12 ਜੁਲਾਈ (ਪੈਗ਼ਾਮ-ਏ-ਜਗਤ) xyxy=(833,1984,969,2014)
pgrs-column-3: ਅਧਿਕਾਰੀ ਵਿਰੁੱਧ ਕਾਰਵਾਈ ਕਰਨ ਲਈ ਲਿਖ ਦਿੱਤਾ ਜਾਵੇਗਾ। ਉਨ੍ਹਾਂ ਵੱਲੋਂ ਉਨ੍ਹਾਂ ਨੇ ਸਾਰੇ ਕਰਮਚਾਰੀਆਂ ਨੂੰ ਹਦਾਇਤ ਕੀਤੀ ਗਈ ਕਿ ਸਰਕਾਰ ਦੀਆਂ ਹਦਾਇਤਾਂ ਅਨੁਸਾਰ ਆਮ ਪਬਲਿਕ ਦੀਆਂ ਸ਼ਿਕਾਇਤਾਂ ਦਾ ਨਿਪਟਾਰਾ ਨਿੱਜੀ ਧਿਆਨ ਦੇ ਕੇ ਕੀਤਾ ਜਾਵੇ। xyxy=(524,2124,782,2184)
kutia-headline: ਨਿਰਮਲ ਕੁਟੀਆ ਪਿੰਡ ਟੂਟੋਮਜਾਰਾ ਵਿਖੇ ਗੁਰ ਪੁੰਨਿਆਂ ਦਾ ਪਾਵਨ ਪਵਿੱਤਰ ਦਿਹਾੜਾ 21 ਜੁਲਾਈ ਨੂੰ xyxy=(819,644,1460,735)
pgrs-column-1: ਪੀ.ਜੀ.ਆਰ.ਐਸ. ਪੋਰਟਲ ਤੇ ਆਨ ਲਾਈਨ ਪ੍ਰਾਪਤ ਹੋਣ ਵਾਲੀਆਂ ਸ਼ਿਕਾਇਤਾਂ ਦੀ ਪੈਂਡੈਂਸੀ ਸਬੰਧੀ ਵਧੀਕ ਡਿਪਟੀ ਕਮਿਸ਼ਨਰ (ਜ) ਸ੍ਰੀ ਰਾਜੀਵ ਵਰਮਾ, ਪੀ.ਸੀ.ਐਸ. ਦੀ ਪ੍ਰਧਾਨਗੀ ਹੇਠ ਜ਼ਿਲ੍ਹਾ ਪ੍ਰਬੰਧਕੀ ਕੰਪਲੈਕਸ, ਨਵਾਂਸ਼ਹਿਰ ਵਿਖੇ ਮੀਟਿੰਗ ਆਯੋਜਿਤ ਕੀਤੀ ਗਈ। ਇਸ ਮੀਟਿੰਗ ਵਿੱਚ ਸੀਨੀਅਰ ਪੁਲਿਸ ਕਪਤਾਨ, ਜ਼ਿਲ੍ਹਾ ਵਿਕਾਸ ਤੇ ਪੰਚਾਇਤ ਅਫ਼ਸਰ, ਕਾਰਜਕਾਰੀ ਇੰਜੀਨੀਅਰ, ਪ੍ਰਾਂਤਕ ਤੇ ਲੋਕ ਨਿਰਮਾਣ ਵਿਭਾਗ ਅਤੇ ਮਿਊਂਸਪਲ ਕਮੇਟੀ ਦਫ਼ਤਰਾਂ ਤੇ ਪ੍ਰਤੀਨਿਧ ਸਮੇਤ ਵੱਖ-ਵੱਖ ਵਿਭਾਗਾਂ ਨਾਲ ਸ਼ਿਕਾਇਤਾਂ ਸਬੰਧੀ ਸਬੰਧਤ ਵਿਭਾਗਾਂ/ਦਫ਼ਤਰਾਂ ਦੇ ਕਰਮਚਾਰੀਆਂ ਹਾਜ਼ਰ ਹੋਏ। ਵਧੀਕ ਡਿਪਟੀ ਕਮਿਸ਼ਨਰ (ਜ) ਨੇ ਮੀਟਿੰਗ ਵਿੱਚ ਹਾਜ਼ਰ ਆਏ ਵੱਖ-ਵੱਖ xyxy=(60,1967,264,2189)
pgrs-byline: ਪੈਗ਼ਾਮ-ਏ-ਜਗਤ/ਨਵਾਂਸ਼ਹਿਰ (ਸਤਨਾਮ ਸਿੰਘ ਸੁੱਗੋਕਾ) xyxy=(60,1932,176,1962)
masthead-rule xyxy=(60,97,1486,100)
imprint-line-1 xyxy=(60,2288,1486,2315)
school-photo-1 xyxy=(270,753,516,915)
section-title: ਖ਼ਬਰਨਾਮਾ xyxy=(686,39,854,92)
rasoi-byline: ਪੈਗ਼ਾਮ-ਏ-ਜਗਤ/ਹੁਸ਼ਿਆਰਪੁਰ (ਸਤਨਾਮ ਸਿੰਘ ਸੁੱਗੋਕਾ) xyxy=(797,1572,922,1602)
kutia-column-2: ਨਾਲ ਸ਼ਰਧਾ ਤੇ ਉਤਸ਼ਾਹ ਪੂਰਵਕ ਢੰਗ ਨਾਲ ਮਨਾਇਆ ਜਾ ਰਿਹਾ ਹੈ। ਇਸ ਸਬੰਧੀ ਜਾਣਕਾਰੀ ਦਿੰਦਿਆਂ ਨਿਰਮਲ ਕੁਟੀਆ ਟੂਟੋਮਜਾਰਾ ਦੇ ਮੁੱਖ ਸੇਵਾਦਾਰ ਸੰਤ ਬਾਬਾ xyxy=(1013,755,1228,815)
kutia-highlight: 19 ਜੁਲਾਈ ਨੂੰ ਸੰਤ ਬਾਬਾ ਮੱਖਣ ਸਿੰਘ ਜੀ ਅਤੇ ਸੰਤ ਬਾਬਾ ਬਲਵੀਰ ਸਿੰਘ ਸ਼ਾਸਤਰੀ ਜੀ ਦੀ ਯੋਗ ਅਗਵਾਈ ਹੇਠ ਸ੍ਰੀ ਅਖੰਡ ਪਾਠ ਸਾਹਿਬ ਆਰੰਭ ਕੀਤੇ ਜਾਣਗੇ xyxy=(797,830,999,951)
kutia-column-3: ਸ੍ਰੀ ਅਖੰਡ ਪਾਠ ਸਾਹਿਬ ਆਰੰਭ ਕੀਤੇ ਜਾਣਗੇ, ਜਿਨ੍ਹਾਂ ਦੇ ਭੋਗ 21 ਜੁਲਾਈ ਦਿਨ ਐਤਵਾਰ ਨੂੰ ਸਵੇਰੇ 9 ਵਜੇ ਪੈਣਗੇ। ਇਸ ਤੋਂ ਉਪਰੰਤ ਦੀਵਾਨ ਸਜਣਗੇ ਜਿਸ ਵਿੱਚ ਗੁਰਬਾਣੀ ਕੀਰਤਨ, ਕਥਾ ਵਿਚਾਰ ਹੋਵੇਗਾ। ਉਪਰੰਤ ਗੁਰੂ ਕਾ ਲੰਗਰ ਅਤੁੱਟ ਵਰਤੇਗਾ। ਸੰਤ ਬਾਬਾ ਮੱਖਣ ਸਿੰਘ ਜੀ ਅਤੇ ਸੰਤ ਬਾਬਾ ਬਲਵੀਰ ਸਿੰਘ ਸ਼ਾਸਤਰੀ ਜੀ ਨੇ ਇਲਾਕਾ ਨਿਵਾਸੀ ਸੰਗਤਾਂ ਨੂੰ ਬੇਨਤੀ ਕੀਤੀ ਕਿ ਉਹ ਇਸ ਸਮਾਗਮ ਵਿੱਚ ਪਹੁੰਚ ਕੇ ਗੁਰੂ ਘਰ ਦੀਆਂ ਖੁਸ਼ੀਆਂ ਪ੍ਰਾਪਤ ਕਰਨ। ਉਹਨਾਂ ਕਿਹਾ ਕਿ ਹਰ ਵਿਅਕਤੀ ਨੂੰ ਆਪਣੀ ਜ਼ਿੰਦਗੀ ਵਿੱਚ ਗੁਰੂ ਦਾ ਇੱਕ ਪਵਿੱਤਰ ਅਸਥਾਨ ਹੈ। ਸੱਚਾ ਗੁਰੂ ਹੀ ਇਨਸਾਨ ਨੂੰ ਸੱਚਿਆਈ ਦਾ ਮਾਰਗ ਦਿਖਾ ਸਕਦਾ ਹੈ। ਇਸ ਉੱਤੇ ਚੱਲ ਕੇ ਹਰ ਵਿਅਕਤੀ ਆਪਣਾ ਜੀਵਨ ਸਫਲ ਬਣਾ ਸਕਦਾ ਹੈ। ਉਹਨਾਂ ਕਿਹਾ ਕਿ ਹਰ ਵਿਅਕਤੀ ਨੂੰ ਆਪਣੀ ਜ਼ਿੰਦਗੀ ਵਿੱਚ ਗੁਰੂ ਧਾਰਨ ਕਰਨਾ ਬਹੁਤ ਜ਼ਰੂਰੀ ਹੈ। xyxy=(1232,755,1486,966)
gurdwara-photo xyxy=(1082,889,1158,966)
fair-headline: ਪਿੰਡ ਗੱਜਰ ਵਿਖੇ ਪੀਰ ਲੱਖ ਦਾਤਾ ਜੀ ਦੇ ਦਰਬਾਰ ਤੇ ਸਾਲਾਨਾ ਮੇਲਾ 18 ਜੁਲਾਈ ਨੂੰ xyxy=(793,124,1479,226)
ioc-column-3: (ਪੰਜਾਬ ਗ੍ਰੀਨ ਡਾਕਟਰੇਟਸ ਫੈਲੋ, ਐਸ.ਬੀ.ਐਸ. ਨਗਰ), ਡਾ. ਸਿਮੀ ਜੌਹਲ (ਪ੍ਰਿੰਸੀਪਲ, ਸਰਕਾਰੀ ਕਾਲਜ ਜਾਡਲਾ) ਦੀ ਮੌਜੂਦਗੀ ਵਿੱਚ ਕੀਤਾ ਗਿਆ। ਇੱਕ ਟਿਕਾਊ ਭਵਿੱਖ ਦੇ ਆਪਣੇ ਟੀਚੇ ਨੂੰ ਉਤਸ਼ਾਹਿਤ ਕਰਨ ਲਈ, ਭਾਰਤ ਸਰਕਾਰ ਦੀ 'ਏਕ ਪੇੜ ਮਾਂ ਕੇ ਨਾਮ' ਪਹਿਲਕਦਮੀ ਦੇ ਤਹਿਤ ਕਾਲਜ ਵਿੱਚ ਇੱਕ ਰੁੱਖ ਲਗਾਉਣ ਦੀ ਮੁਹਿੰਮ ਨਾਲ ਇਹ ਸਮਾਗਮ ਸਮਾਪਤ ਹੋਇਆ। ਇੰਡੀਅਨ ਆਇਲ ਅਤੇ ਜ਼ਿਲ੍ਹਾ ਪ੍ਰਸ਼ਾਸਨ ਦੁਆਰਾ ਇਹ ਸੰਯੁਕਤ ਯਤਨ ਉਹਨਾਂ ਭਾਈਚਾਰਿਆਂ ਵਿੱਚ ਔਰਤਾਂ ਦੀ ਸਿਹਤ ਅਤੇ ਵਾਤਾਵਰਣ ਪ੍ਰਤੀ ਚੇਤਨਾ ਨੂੰ ਉਤਸ਼ਾਹਿਤ ਕਰਨ ਲਈ ਉਹਨਾਂ ਦੀ ਵਚਨਬੱਧਤਾ ਨੂੰ ਦਰਸਾਉਂਦਾ ਹੈ ਜਿਨ੍ਹਾਂ ਦੀ ਉਹ ਸੇਵਾ ਕਰਦੇ ਹਨ। xyxy=(524,1569,782,1731)
pgrs-column-2: ਵਿਭਾਗਾਂ ਦੇ ਕਰਮਚਾਰੀਆਂ ਨੂੰ ਹਦਾਇਤ ਕੀਤੀ ਗਈ ਕਿ ਪੀ.ਜੀ.ਆਰ.ਐਸ ਪੋਰਟਲ ਤੇ ਆਨ ਲਾਈਨ ਪ੍ਰਾਪਤ ਹੋਣ ਵਾਲੀਆਂ ਸ਼ਿਕਾਇਤਾਂ ਦਾ ਨਿਪਟਾਰਾ ਬਿਨ੍ਹਾਂ ਦੇਰੀ ਤੋਂ ਕੀਤਾ ਜਾਵੇ। ਅਗਰ ਕਿਸੇ ਵਿਭਾਗ ਵੱਲੋਂ ਕਿਸੇ ਵੀ ਤਰ੍ਹਾਂ ਦੀ ਅਣਗਹਿਲੀ ਦਿਖਾਈ ਗਈ ਤਾਂ ਉਸ ਵਿਭਾਗ ਦੇ ਮੁੱਖੀ ਅਤੇ ਸਬੰਧਤ ਕਰਮਚਾਰੀ xyxy=(270,2124,520,2217)
rasoi-column-1: ਜ਼ਿਲ੍ਹਾ ਰੈੱਡ ਕਰਾਸ ਸੁਸਾਇਟੀ ਵੱਲੋਂ ਪਰਮਜੀਤ ਈਸ਼ ਨਗਰ, ਹੁਸ਼ਿਆਰਪੁਰ ਵਿੱਖੇ ਚਲਾਇਆ ਜਾ ਰਿਹਾ 'ਸਾਂਝੀ ਰਸੋਈ' ਪ੍ਰੋਜੈਕਟ ਡਿਪਟੀ ਕਮਿਸ਼ਨਰ ਕੋਮਲ ਮਿੱਤਲ ਦੀ ਅਗਵਾਈ ਹੇਠ ਸਫਲਤਾ ਪੂਰਵਕ ਚੱਲ ਰਿਹਾ ਹੈ, ਜਿਸ ਦਾ ਰੋਜ਼ਾਨਾ 450 ਤੋਂ 500 ਗਰੀਬ/ਲੋੜਵੰਦ ਵਿਅਕਤੀ ਲਾਭ ਪ੍ਰਾਪਤ ਕਰ ਰਹੇ ਹਨ। ਇਸ ਸਬੰਧੀ ਜਾਣਕਾਰੀ ਦਿੰਦਿਆਂ ਸਕੱਤਰ, ਜ਼ਿਲ੍ਹਾ ਰੈੱਡ ਕਰਾਸ ਸੁਸਾਇਟੀ ਮੰਗੇਸ਼ ਸੂਦ ਨੇ ਦੱਸਿਆ ਕਿ ਇਸ ਪ੍ਰੋਜੈਕਟ ਦੀ ਸਫਲਤਾ ਲਈ ਸੰਜੀਵ ਕੁਮਾਰ, ਵਾਸੀ ਕਰਤਾਰ ਵਿਹਾਰ, ਹੁਸ਼ਿਆਰਪੁਰ ਵੱਲੋਂ ਆਪਣੀ ਪਿਤਾ ਸਵਰਗੀ ਵੇਦ ਪ੍ਰਕਾਸ਼ ਦੀ ਯਾਦ ਵਿੱਚ ਸਾਂਝੀ ਰਸੋਈ ਨੂੰ 5100 ਰੁਪਏ ਦੀ ਰਾਸ਼ੀ ਦਾਨ ਵਜੋਂ xyxy=(797,1606,1013,1796)
